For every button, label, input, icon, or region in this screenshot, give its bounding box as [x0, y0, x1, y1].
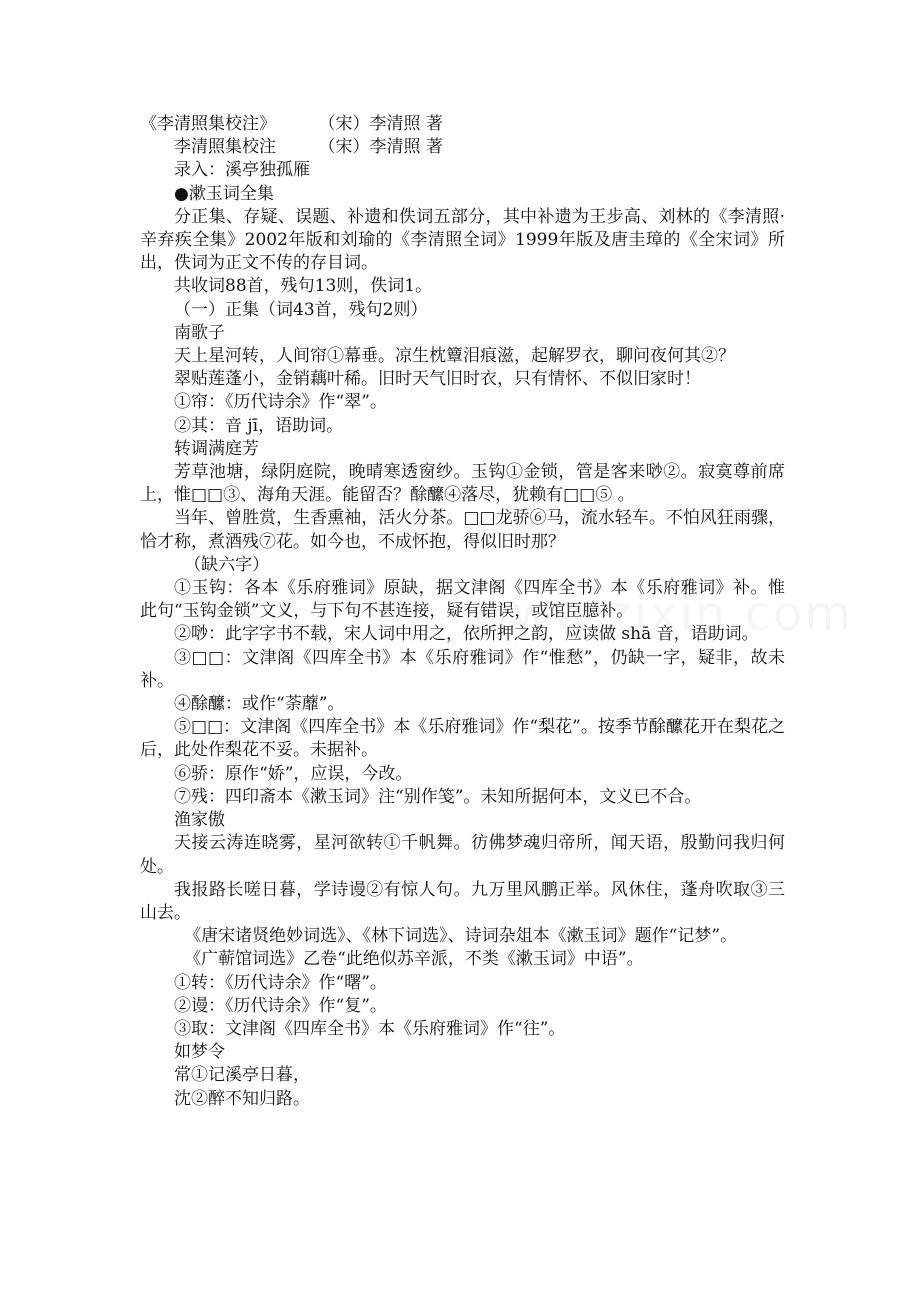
- poem-title-nangezi: 南歌子: [174, 322, 225, 343]
- section-heading: （一）正集（词43首，残句2则）: [174, 299, 428, 320]
- intro-paragraph: 分正集、存疑、误题、补遗和佚词五部分，其中补遗为王步高、刘林的《李清照·辛弃疾全集》2002年版和刘瑜的《李清照全词》1999年版及唐圭璋的《全宋词》所出，佚词为正文不传的存目词。: [140, 206, 785, 274]
- poem-title-yujiaao: 渔家傲: [174, 810, 225, 831]
- entered-by: 录入：溪亭独孤雁: [174, 160, 310, 181]
- poem-stanza: 我报路长嗟日暮，学诗谩②有惊人句。九万里风鹏正举。风休住，蓬舟吹取③三山去。: [140, 879, 785, 923]
- document-page: [140, 113, 785, 1111]
- sub-title: 李清照集校注: [174, 137, 276, 158]
- poem-stanza: 当年、曾胜赏，生香熏袖，活火分茶。□□龙骄⑥马，流水轻车。不怕风狂雨骤，恰才称，煮酒残⑦花。如今也，不成怀抱，得似旧时那？: [140, 508, 785, 552]
- intro-count: 共收词88首，残句13则，佚词1。: [174, 276, 433, 297]
- footnote: ⑥骄：原作“娇”，应误，今改。: [174, 763, 413, 784]
- footnote: ③□□：文津阁《四库全书》本《乐府雅词》作“惟愁”，仍缺一字，疑非，故未补。: [140, 647, 785, 691]
- sub-author: （宋）李清照 著: [318, 137, 443, 158]
- poem-line: 沈②醉不知归路。: [174, 1088, 310, 1109]
- collection-title: ●漱玉词全集: [174, 183, 274, 204]
- poem-stanza: 芳草池塘，绿阴庭院，晚晴寒透窗纱。玉钩①金锁，管是客来唦②。寂寞尊前席上，惟□□③、海角天涯。能留否？酴醿④落尽，犹赖有□□⑤ 。: [140, 462, 785, 506]
- subheader-line: [140, 136, 785, 159]
- poem-line: 常①记溪亭日暮，: [174, 1065, 310, 1086]
- book-author: （宋）李清照 著: [318, 114, 443, 134]
- footnote: ③取：文津阁《四库全书》本《乐府雅词》作“往”。: [174, 1018, 566, 1039]
- footnote: ⑦残：四印斋本《漱玉词》注“别作笺”。未知所据何本，文义已不合。: [174, 786, 702, 807]
- header-line: [140, 113, 785, 136]
- footnote: ⑤□□：文津阁《四库全书》本《乐府雅词》作“梨花”。按季节酴醿花开在梨花之后，此处作梨花不妥。未据补。: [140, 717, 785, 761]
- footnote: ①玉钩：各本《乐府雅词》原缺，据文津阁《四库全书》本《乐府雅词》补。惟此句“玉钩金锁”文义，与下句不甚连接，疑有错误，或馆臣臆补。: [140, 578, 785, 622]
- missing-note: （缺六字）: [184, 554, 270, 575]
- poem-line: 天上星河转，人间帘①幕垂。凉生枕簟泪痕滋，起解罗衣，聊问夜何其②？: [174, 346, 735, 367]
- commentary: 《广蕲馆词选》乙卷“此绝似苏辛派，不类《漱玉词》中语”。: [184, 949, 644, 970]
- poem-stanza: 天接云涛连晓雾，星河欲转①千帆舞。彷佛梦魂归帝所，闻天语，殷勤问我归何处。: [140, 833, 785, 877]
- footnote: ②谩：《历代诗余》作“复”。: [174, 995, 387, 1016]
- poem-title-zhuandiao: 转调满庭芳: [174, 438, 259, 459]
- footnote: ②唦：此字字书不载，宋人词中用之，依所押之韵，应读做 shā 音，语助词。: [174, 624, 759, 645]
- poem-line: 翠贴莲蓬小，金销藕叶稀。旧时天气旧时衣，只有情怀、不似旧家时！: [174, 369, 701, 390]
- footnote: ②其：音 jī，语助词。: [174, 415, 344, 436]
- footnote: ①帘：《历代诗余》作“翠”。: [174, 392, 387, 413]
- footnote: ④酴醿：或作“荼蘼”。: [174, 694, 345, 715]
- commentary: 《唐宋诸贤绝妙词选》、《林下词选》、诗词杂俎本《漱玉词》题作“记梦”。: [184, 926, 738, 947]
- book-title: 《李清照集校注》: [140, 114, 276, 134]
- footnote: ①转：《历代诗余》作“曙”。: [174, 972, 387, 993]
- poem-title-rumengling: 如梦令: [174, 1042, 225, 1063]
